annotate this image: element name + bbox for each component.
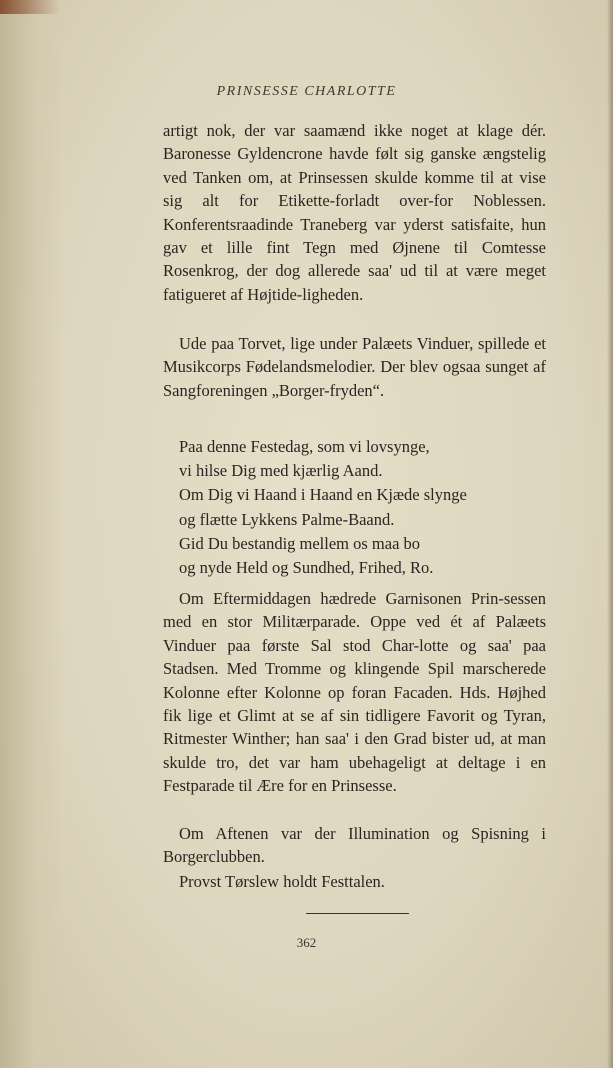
poem: [179, 435, 539, 580]
paragraph: Om Aftenen var der Illumination og Spisning i Borgerclubben.: [163, 824, 546, 867]
poem-line: og nyde Held og Sundhed, Frihed, Ro.: [179, 558, 434, 578]
poem-line: Gid Du bestandig mellem os maa bo: [179, 533, 421, 553]
paragraph: Ude paa Torvet, lige under Palæets Vinduer, spillede et Musikcorps Fødelandsmelodier. Der blev ogsaa sunget af Sangforeningen „Borger-fryden“.: [163, 334, 546, 400]
paragraph: Provst Tørslew holdt Festtalen.: [179, 872, 385, 891]
poem-line: vi hilse Dig med kjærlig Aand.: [179, 461, 383, 481]
text-block: [163, 587, 546, 798]
text-block: [163, 119, 546, 306]
page-corner-stain: [0, 0, 60, 14]
page-number: 362: [296, 935, 317, 950]
footer-rule: [306, 913, 409, 914]
poem-line: Paa denne Festedag, som vi lovsynge,: [179, 437, 430, 456]
running-head: PRINSESSE CHARLOTTE: [216, 84, 397, 99]
page-gutter-shadow: [0, 0, 64, 1068]
poem-line: Om Dig vi Haand i Haand en Kjæde slynge: [179, 485, 467, 505]
text-block: [163, 822, 546, 869]
page-edge-shadow: [607, 0, 613, 1068]
paragraph: Om Eftermiddagen hædrede Garnisonen Prin-sessen med en stor Militærparade. Oppe ved ét af Palæets Vinduer paa første Sal stod Char-lotte og saa' paa Stadsen. Med Tromme og klingende Spil marscherede Kolonne efter Kolonne op foran Facaden. Hds. Højhed fik lige et Glimt at se af sin tidligere Favorit og Tyran, Ritmester Winther; han saa' i den Grad bister ud, at man skulde tro, det var ham ubehageligt at deltage i en Festparade til Ære for en Prinsesse.: [163, 589, 546, 796]
paragraph: artigt nok, der var saamænd ikke noget at klage dér. Baronesse Gyldencrone havde følt sig ganske ængstelig ved Tanken om, at Prinsessen skulde komme til at vise sig alt for Etikette-forladt over-for Noblessen. Konferentsraadinde Traneberg var yderst satisfaite, hun gav et lille fint Tegn med Øjnene til Comtesse Rosenkrog, der dog allerede saa' ud til at være meget fatigueret af Højtide-ligheden.: [163, 121, 546, 304]
poem-line: og flætte Lykkens Palme-Baand.: [179, 509, 395, 529]
text-block: [163, 870, 546, 893]
text-block: [163, 332, 546, 402]
